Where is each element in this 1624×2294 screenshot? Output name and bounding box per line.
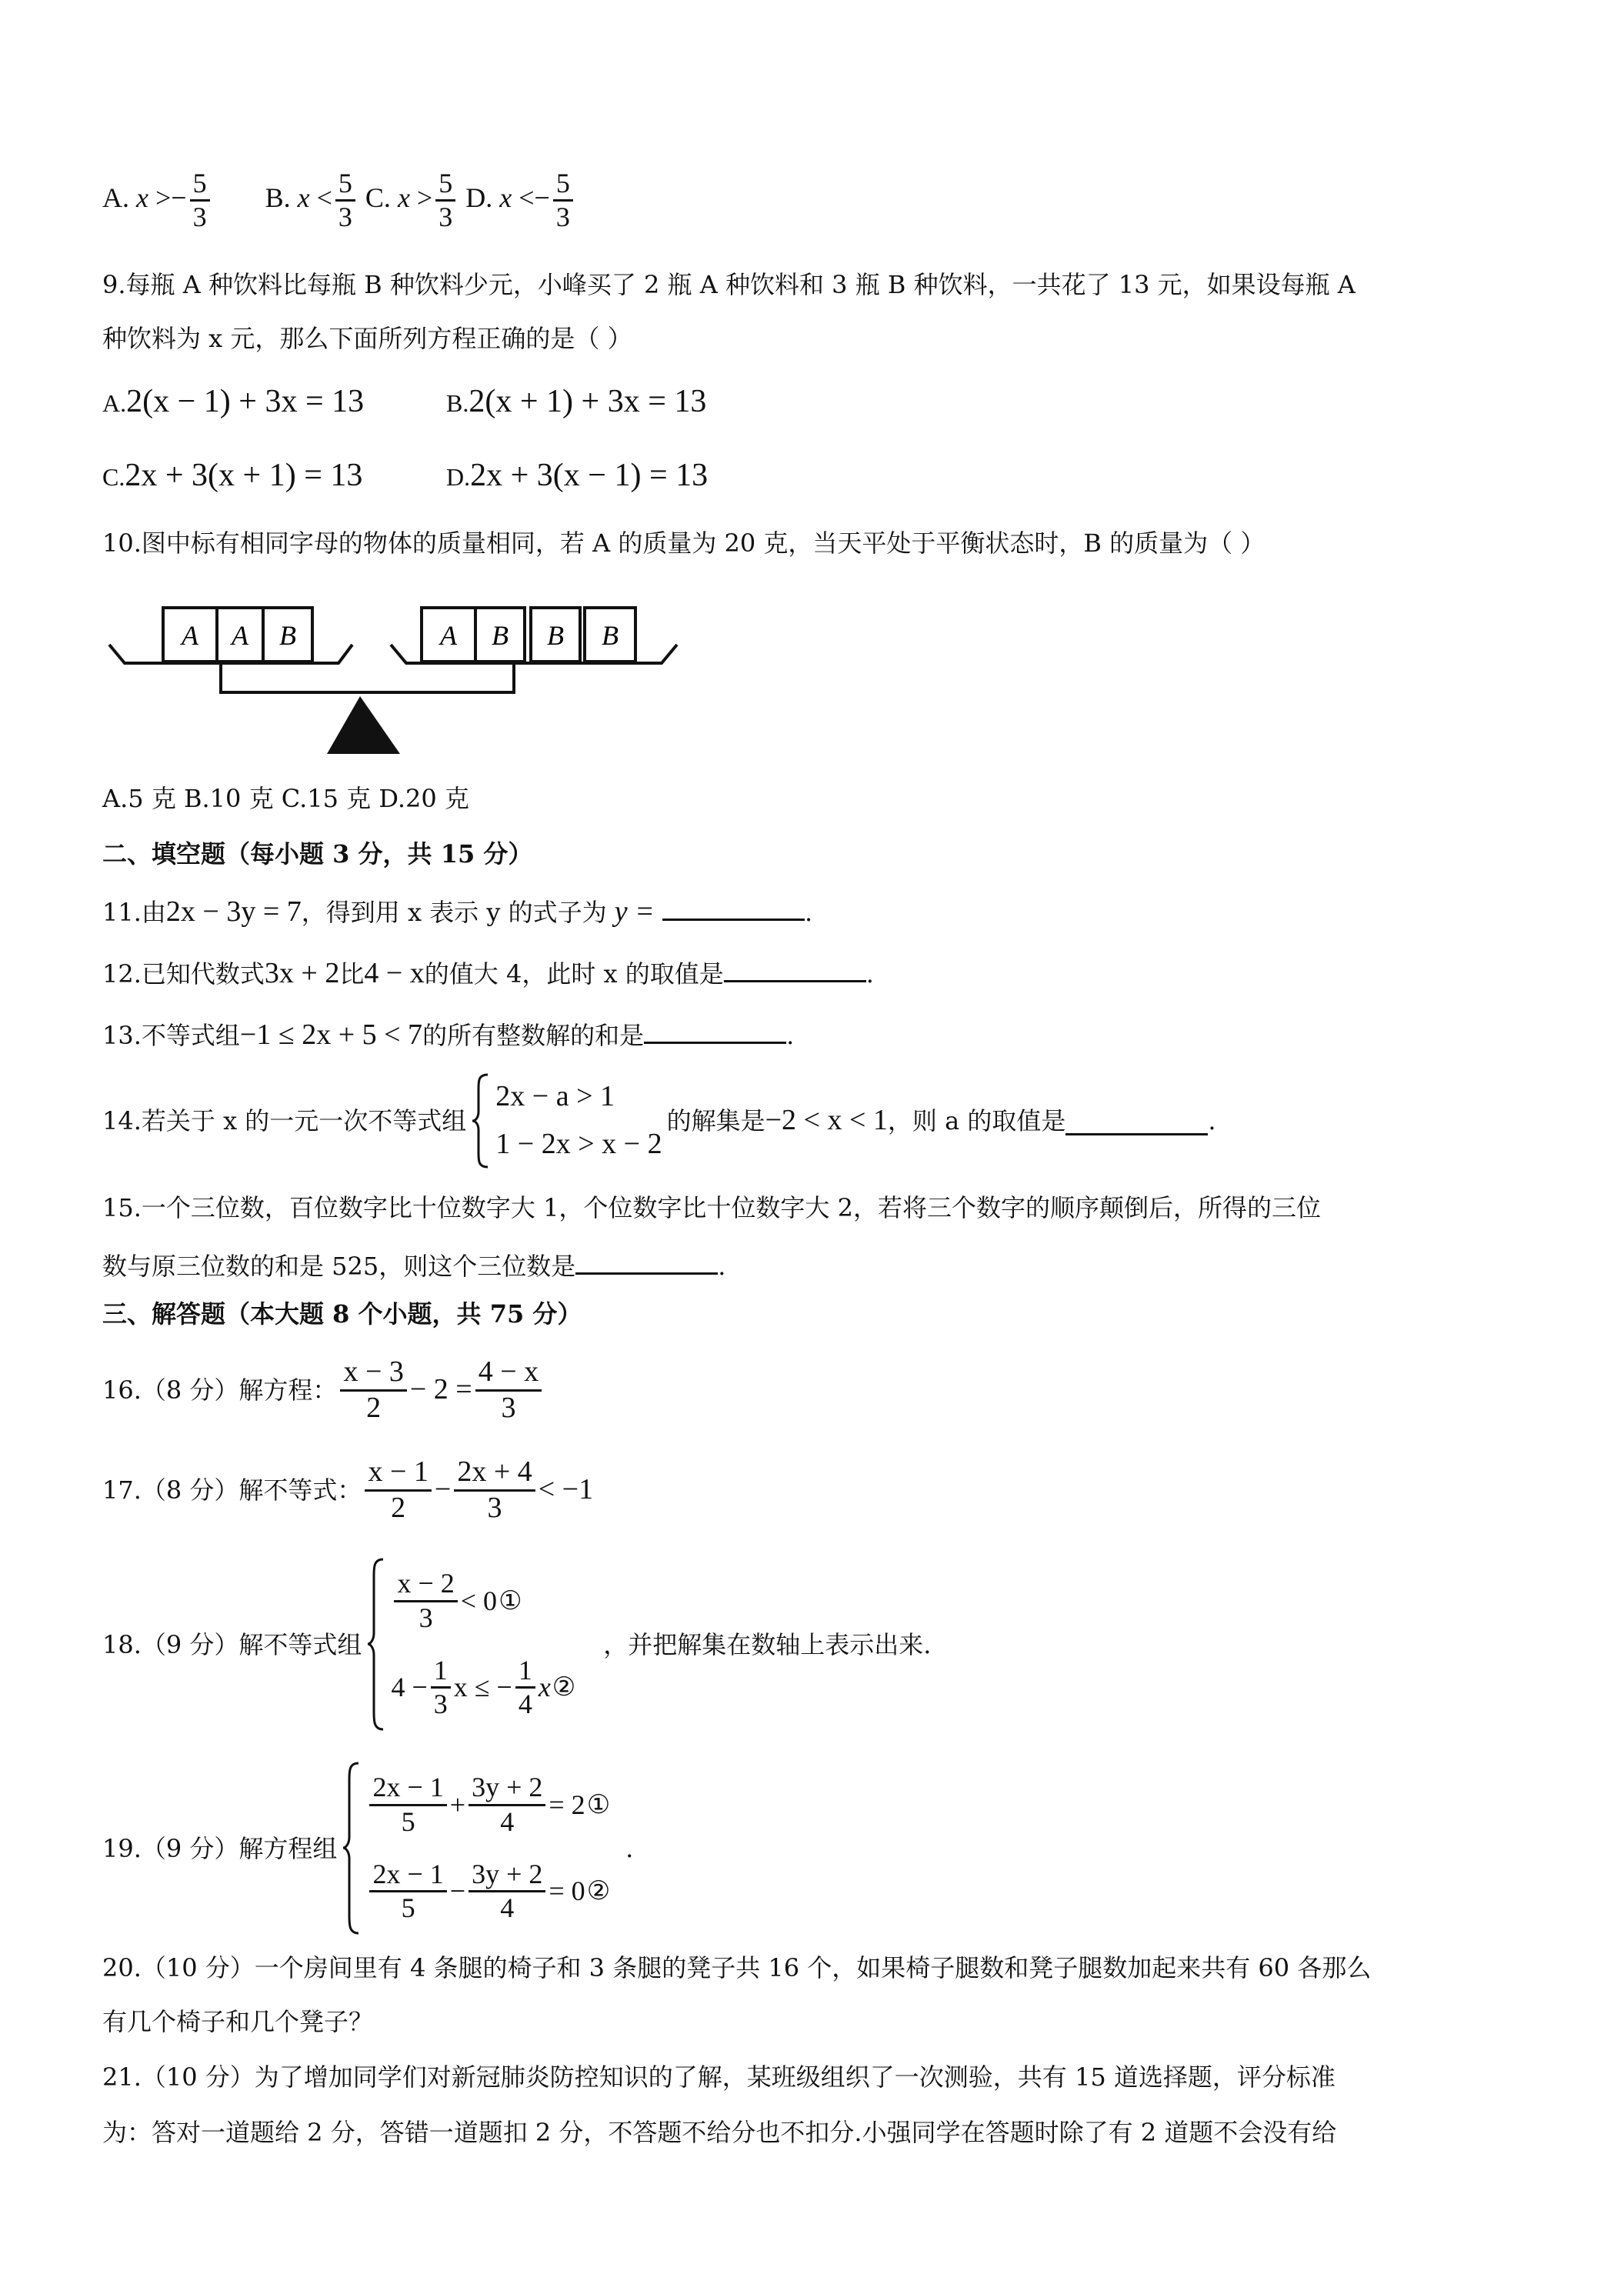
- var: x: [397, 182, 410, 214]
- var: x: [538, 1672, 551, 1703]
- numerator: 2x + 4: [454, 1455, 535, 1492]
- q11: [102, 892, 812, 931]
- denominator: 2: [391, 1491, 406, 1524]
- text: .: [718, 1252, 726, 1281]
- system-rows: [495, 1073, 662, 1169]
- op: = 0: [549, 1876, 585, 1907]
- denominator: 5: [401, 1806, 415, 1837]
- denominator: 2: [366, 1391, 382, 1424]
- denominator: 4: [500, 1892, 515, 1924]
- text: 的解集是: [666, 1106, 765, 1135]
- fraction: [553, 168, 573, 234]
- circled-number: ②: [552, 1672, 576, 1703]
- text: 11.由: [102, 898, 166, 927]
- numerator: x − 2: [394, 1568, 457, 1602]
- inequality-system: [471, 1073, 662, 1169]
- circled-number: ①: [586, 1789, 611, 1820]
- numerator: 3y + 2: [469, 1772, 545, 1806]
- q20-line-1: 20.（10 分）一个房间里有 4 条腿的椅子和 3 条腿的凳子共 16 个，如果椅子腿数和凳子腿数加起来共有 60 各那么: [102, 1953, 1372, 1982]
- op: x ≤ −: [453, 1672, 512, 1703]
- text: 16.（8 分）解方程：: [102, 1375, 338, 1405]
- denominator: 3: [433, 1689, 448, 1720]
- q19: [102, 1762, 633, 1935]
- option-label: D.: [446, 463, 471, 491]
- numerator: 1: [515, 1655, 535, 1689]
- q9-option-b: [446, 382, 706, 422]
- right-blocks: [422, 608, 635, 662]
- answer-blank[interactable]: [662, 892, 805, 921]
- q9-option-d: [446, 455, 708, 496]
- op: < 0: [460, 1585, 498, 1616]
- denominator: 3: [501, 1391, 516, 1424]
- numerator: 4 − x: [475, 1355, 542, 1392]
- var: x: [297, 182, 310, 214]
- inequality: −1 ≤ 2x + 5 < 7: [239, 1019, 423, 1051]
- var: x: [136, 182, 148, 214]
- expression: 4 − x: [364, 957, 425, 989]
- denominator: 3: [192, 202, 207, 233]
- q8-options: [102, 168, 576, 234]
- fraction: [454, 1455, 535, 1525]
- system-row-1: [391, 1568, 575, 1634]
- text: 17.（8 分）解不等式：: [102, 1475, 362, 1505]
- block-label: B: [547, 620, 564, 651]
- q10-stem: 10.图中标有相同字母的物体的质量相同，若 A 的质量为 20 克，当天平处于平衡状态时，B 的质量为（ ）: [102, 528, 1266, 558]
- op: = 2: [549, 1789, 585, 1820]
- denominator: 5: [401, 1892, 415, 1924]
- text: ，得到用 x 表示 y 的式子为: [301, 898, 607, 927]
- fulcrum: [327, 696, 400, 754]
- op: − 2 =: [409, 1373, 472, 1406]
- fraction: [340, 1355, 406, 1425]
- op: −: [434, 1473, 452, 1506]
- q9-option-c: [102, 455, 362, 496]
- brace: [366, 1558, 385, 1731]
- denominator: 4: [518, 1689, 532, 1720]
- q8-option-b: [265, 168, 365, 233]
- numerator: x − 3: [340, 1355, 406, 1392]
- block-label: A: [232, 620, 248, 651]
- q14: [102, 1073, 1216, 1169]
- text: .: [1208, 1106, 1216, 1135]
- text: .: [786, 1021, 795, 1050]
- q8-option-d: [465, 168, 576, 233]
- block-label: A: [440, 620, 457, 651]
- answer-blank[interactable]: [575, 1246, 718, 1275]
- answer-blank[interactable]: [724, 954, 866, 982]
- numerator: 1: [431, 1655, 451, 1689]
- text: 12.已知代数式: [102, 959, 265, 989]
- block-label: B: [602, 620, 619, 651]
- var: x: [499, 182, 512, 214]
- block-label: B: [279, 620, 296, 651]
- q21-line-2: 为：答对一道题给 2 分，答错一道题扣 2 分，不答题不给分也不扣分.小强同学在答题时除了有 2 道题不会没有给: [102, 2118, 1337, 2147]
- section-2-heading: 二、填空题（每小题 3 分，共 15 分）: [102, 839, 533, 869]
- inequality: [362, 1455, 593, 1525]
- fraction: [394, 1568, 457, 1634]
- option-label: B.: [265, 182, 291, 214]
- balance-scale-figure: [108, 592, 692, 769]
- q15-line-2: [102, 1246, 725, 1282]
- system-row: 2x − a > 1: [495, 1080, 615, 1113]
- section-3-heading: 三、解答题（本大题 8 个小题，共 75 分）: [102, 1299, 582, 1329]
- denominator: 3: [487, 1491, 502, 1524]
- op: <: [519, 182, 535, 214]
- q9-stem-line-1: 9.每瓶 A 种饮料比每瓶 B 种饮料少元，小峰买了 2 瓶 A 种饮料和 3 瓶 B 种饮料，一共花了 13 元，如果设每瓶 A: [102, 270, 1356, 299]
- equation: y =: [614, 895, 655, 928]
- q10-options: A.5 克 B.10 克 C.15 克 D.20 克: [102, 784, 469, 813]
- op: < −1: [538, 1473, 594, 1506]
- text: 13.不等式组: [102, 1021, 240, 1050]
- text: 比: [339, 959, 365, 989]
- q18: [102, 1558, 931, 1731]
- op: +: [449, 1789, 466, 1820]
- system-rows: [391, 1558, 575, 1731]
- equation-system: [342, 1762, 610, 1935]
- fraction: [369, 1772, 446, 1838]
- q20-line-2: 有几个椅子和几个凳子？: [102, 2007, 374, 2036]
- text: .: [625, 1833, 634, 1863]
- text: 的所有整数解的和是: [422, 1021, 645, 1050]
- op: 4 −: [391, 1672, 428, 1703]
- q9-option-a: [102, 382, 364, 422]
- denominator: 3: [419, 1602, 433, 1633]
- q15-line-1: 15.一个三位数，百位数字比十位数字大 1，个位数字比十位数字大 2，若将三个数字的顺序颠倒后，所得的三位: [102, 1193, 1321, 1222]
- system-row-2: [391, 1655, 575, 1721]
- left-blocks: [163, 608, 312, 662]
- block-label: A: [182, 620, 198, 651]
- numerator: 5: [335, 168, 355, 202]
- op: >: [416, 182, 433, 214]
- fraction: [190, 168, 210, 234]
- fraction: [475, 1355, 542, 1425]
- fraction: [335, 168, 355, 234]
- equation: 2x − 3y = 7: [165, 895, 302, 928]
- numerator: 5: [190, 168, 210, 202]
- system-row-1: [366, 1772, 610, 1838]
- option-label: A.: [102, 182, 129, 214]
- fraction: [369, 1859, 446, 1925]
- equation: 2(x − 1) + 3x = 13: [126, 384, 365, 419]
- fraction: [365, 1455, 431, 1525]
- op: <: [316, 182, 332, 214]
- q9-stem-line-2: 种饮料为 x 元，那么下面所列方程正确的是（ ）: [102, 324, 632, 353]
- text: 数与原三位数的和是 525，则这个三位数是: [102, 1252, 576, 1281]
- system-rows: [366, 1762, 610, 1935]
- balance-beam: [221, 663, 514, 692]
- equation: 2x + 3(x − 1) = 13: [470, 458, 709, 493]
- q21-line-1: 21.（10 分）为了增加同学们对新冠肺炎防控知识的了解，某班级组织了一次测验，共有 15 道选择题，评分标准: [102, 2062, 1336, 2092]
- brace: [471, 1073, 489, 1169]
- text: 的值大 4，此时 x 的取值是: [424, 959, 724, 989]
- text: .: [865, 959, 874, 989]
- inequality: −2 < x < 1: [765, 1104, 888, 1137]
- q8-option-a: [102, 168, 220, 233]
- op: −: [171, 182, 187, 214]
- numerator: 3y + 2: [469, 1859, 545, 1892]
- fraction: [431, 1655, 451, 1721]
- option-label: B.: [446, 389, 469, 417]
- op: −: [534, 182, 550, 214]
- text: ，则 a 的取值是: [887, 1106, 1066, 1135]
- denominator: 3: [555, 202, 570, 233]
- text: 18.（9 分）解不等式组: [102, 1629, 362, 1659]
- text: 19.（9 分）解方程组: [102, 1833, 338, 1863]
- inequality-system: [366, 1558, 575, 1731]
- numerator: 2x − 1: [369, 1772, 446, 1806]
- circled-number: ①: [499, 1585, 522, 1616]
- option-label: C.: [102, 463, 125, 491]
- numerator: 2x − 1: [369, 1859, 446, 1892]
- expression: 3x + 2: [264, 957, 340, 989]
- op: >: [155, 182, 172, 214]
- numerator: 5: [435, 168, 455, 202]
- text: 14.若关于 x 的一元一次不等式组: [102, 1106, 467, 1135]
- fraction: [515, 1655, 535, 1721]
- equation: [337, 1355, 545, 1425]
- fraction: [469, 1772, 545, 1838]
- numerator: 5: [553, 168, 573, 202]
- q16: [102, 1355, 545, 1425]
- answer-blank[interactable]: [1065, 1107, 1208, 1135]
- numerator: x − 1: [365, 1455, 431, 1492]
- option-label: D.: [465, 182, 493, 214]
- denominator: 3: [439, 202, 453, 233]
- fraction: [435, 168, 455, 234]
- q17: [102, 1455, 593, 1525]
- q13: [102, 1015, 794, 1054]
- q12: [102, 954, 874, 992]
- denominator: 3: [338, 202, 352, 233]
- brace: [342, 1762, 360, 1935]
- option-label: A.: [102, 389, 127, 417]
- system-row: 1 − 2x > x − 2: [495, 1128, 662, 1161]
- q8-option-c: [365, 168, 465, 233]
- text: ，并把解集在数轴上表示出来.: [603, 1629, 932, 1659]
- block-label: B: [492, 620, 509, 651]
- denominator: 4: [500, 1806, 515, 1837]
- text: .: [804, 898, 813, 927]
- system-row-2: [366, 1859, 610, 1925]
- circled-number: ②: [586, 1876, 611, 1907]
- answer-blank[interactable]: [644, 1015, 786, 1044]
- equation: 2(x + 1) + 3x = 13: [469, 384, 707, 419]
- equation: 2x + 3(x + 1) = 13: [125, 458, 363, 493]
- fraction: [469, 1859, 545, 1925]
- option-label: C.: [365, 182, 391, 214]
- op: −: [449, 1876, 466, 1907]
